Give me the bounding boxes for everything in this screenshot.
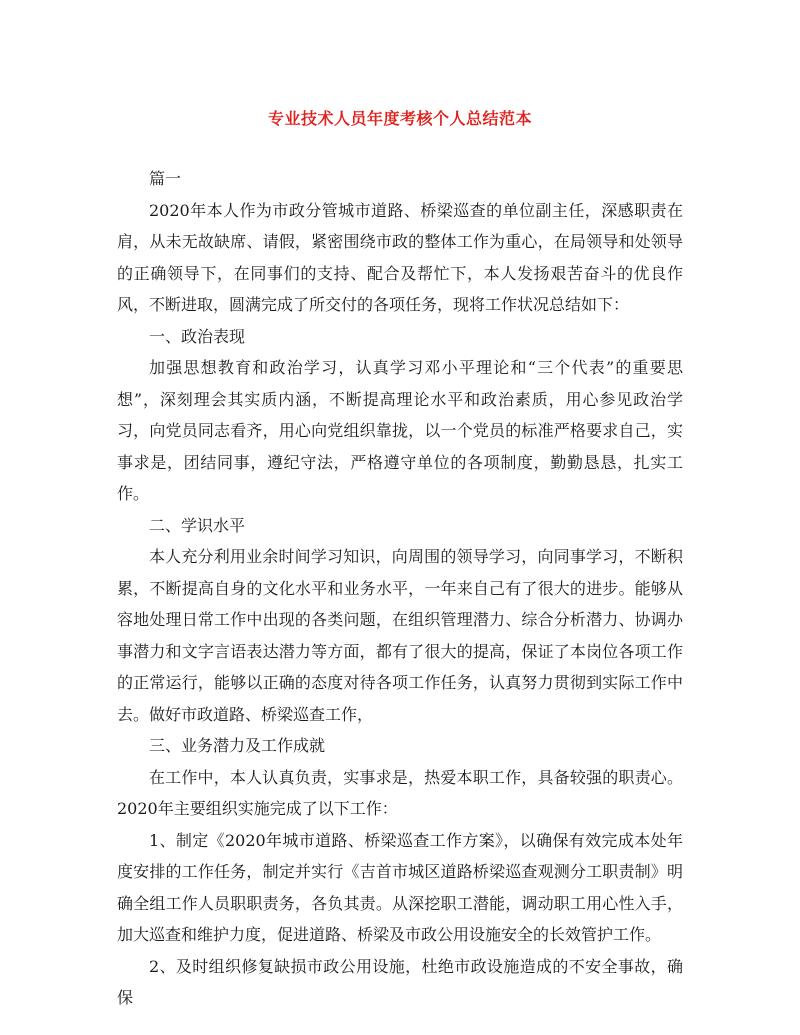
section-heading-knowledge: 二、学识水平 [149,515,246,535]
section-heading-politics: 一、政治表现 [149,326,246,346]
work-intro-paragraph: 在工作中，本人认真负责，实事求是，热爱本职工作，具备较强的职责心。2020年主要组织实施完成了以下工作： [117,767,683,818]
intro-paragraph: 2020年本人作为市政分管城市道路、桥梁巡查的单位副主任，深感职责在肩，从未无故缺席、请假，紧密围绕市政的整体工作为重心，在局领导和处领导的正确领导下，在同事们的支持、配合及帮忙下，本人发扬艰苦奋斗的优良作风，不断进取，圆满完成了所交付的各项任务，现将工作状况总结如下： [117,200,683,314]
knowledge-paragraph: 本人充分利用业余时间学习知识，向周围的领导学习，向同事学习，不断积累，不断提高自身的文化水平和业务水平，一年来自己有了很大的进步。能够从容地处理日常工作中出现的各类问题，在组织管理潜力、综合分析潜力、协调办事潜力和文字言语表达潜力等方面，都有了很大的提高，保证了本岗位各项工作的正常运行，能够以正确的态度对待各项工作任务，认真努力贯彻到实际工作中去。做好市政道路、桥梁巡查工作， [117,547,683,724]
work-item-1: 1、制定《2020年城市道路、桥梁巡查工作方案》，以确保有效完成本处年度安排的工作任务，制定并实行《吉首市城区道路桥梁巡查观测分工职责制》明确全组工作人员职职责务，各负其责。从深挖职工潜能，调动职工用心性入手，加大巡查和维护力度，促进道路、桥梁及市政公用设施安全的长效管护工作。 [117,830,683,944]
section-label: 篇一 [149,169,182,188]
section-heading-work: 三、业务潜力及工作成就 [149,736,326,755]
document-title: 专业技术人员年度考核个人总结范本 [267,109,532,128]
work-item-2: 2、及时组织修复缺损市政公用设施，杜绝市政设施造成的不安全事故，确保 [117,956,683,1007]
politics-paragraph: 加强思想教育和政治学习，认真学习邓小平理论和“三个代表”的重要思想”，深刻理会其实质内涵，不断提高理论水平和政治素质，用心参见政治学习，向党员同志看齐，用心向党组织靠拢，以一个党员的标准严格要求自己，实事求是，团结同事，遵纪守法，严格遵守单位的各项制度，勤勤恳恳，扎实工作。 [117,358,683,503]
document-body [117,163,683,1014]
